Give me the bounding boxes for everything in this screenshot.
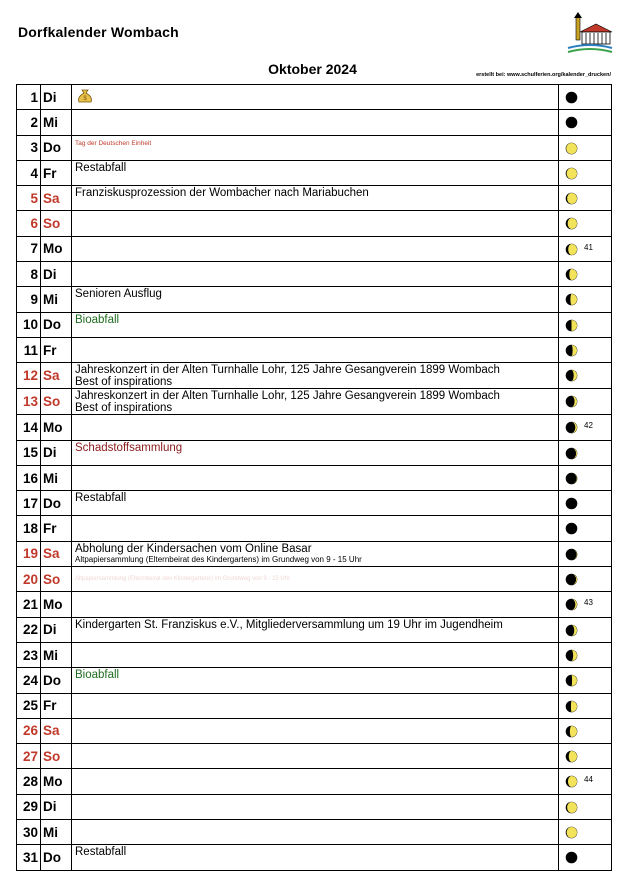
event-text: Altpapiersammlung (Elternbeirat des Kindergartens) im Grundweg von 9 - 15 Uhr [75,554,362,564]
weekday-label: Sa [41,363,72,389]
moon-cell [559,389,612,415]
day-number: 6 [17,211,41,236]
event-text: Tag der Deutschen Einheit [75,139,152,147]
weekday-label: Mi [41,642,72,667]
day-number: 16 [17,465,41,490]
moon-cell [559,592,612,617]
moon-cell [559,744,612,769]
moon-cell [559,617,612,642]
weekday-label: Mo [41,236,72,261]
moon-cell [559,211,612,236]
weekday-label: Fr [41,160,72,185]
week-number: 43 [584,598,593,608]
weekday-label: Do [41,135,72,160]
calendar-row [17,794,612,819]
event-cell [72,516,559,541]
weekday-label: Mo [41,769,72,794]
moon-phase-icon [565,369,578,382]
calendar-row [17,440,612,465]
weekday-label: Di [41,794,72,819]
day-number: 12 [17,363,41,389]
calendar-row [17,592,612,617]
moon-cell [559,642,612,667]
moon-cell [559,491,612,516]
weekday-label: Fr [41,693,72,718]
moon-cell [559,312,612,337]
moon-phase-icon [565,293,578,306]
moon-cell [559,160,612,185]
event-text: Jahreskonzert in der Alten Turnhalle Lohr, 125 Jahre Gesangverein 1899 Wombach [75,364,500,377]
calendar-row [17,491,612,516]
calendar-row [17,769,612,794]
moon-cell [559,415,612,440]
calendar-row [17,110,612,135]
day-number: 5 [17,186,41,211]
day-number: 27 [17,744,41,769]
calendar-row [17,337,612,362]
day-number: 26 [17,718,41,743]
event-cell [72,465,559,490]
calendar-row [17,363,612,389]
event-cell [72,363,559,389]
event-cell [72,135,559,160]
calendar-row [17,262,612,287]
moon-cell [559,440,612,465]
event-cell [72,160,559,185]
weekday-label: Do [41,312,72,337]
event-cell [72,262,559,287]
event-text: Best of inspirations [75,376,173,389]
event-text: Senioren Ausflug [75,288,162,301]
event-cell [72,617,559,642]
event-cell [72,820,559,845]
day-number: 19 [17,541,41,566]
sack-icon [72,85,558,109]
moon-cell [559,794,612,819]
weekday-label: So [41,211,72,236]
event-text: Abholung der Kindersachen vom Online Basar [75,542,312,555]
calendar-row [17,744,612,769]
credit-line: erstellt bei: www.schulferien.org/kalender_drucken/ [476,72,611,78]
weekday-label: Di [41,440,72,465]
moon-cell [559,845,612,870]
event-cell [72,337,559,362]
event-cell [72,668,559,693]
moon-phase-icon [565,344,578,357]
moon-cell [559,110,612,135]
event-text: Best of inspirations [75,402,173,415]
moon-phase-icon [565,421,578,434]
calendar-row [17,718,612,743]
event-text: Altpapiersammlung (Elternbeirat des Kindergartens) im Grundweg von 9 - 15 Uhr [75,576,291,583]
weekday-label: Mi [41,110,72,135]
day-number: 20 [17,567,41,592]
weekday-label: Di [41,262,72,287]
moon-cell [559,693,612,718]
event-cell [72,769,559,794]
day-number: 7 [17,236,41,261]
event-text: Jahreskonzert in der Alten Turnhalle Lohr, 125 Jahre Gesangverein 1899 Wombach [75,390,500,403]
weekday-label: Do [41,845,72,870]
day-number: 28 [17,769,41,794]
event-cell [72,845,559,870]
moon-phase-icon [565,598,578,611]
moon-cell [559,85,612,110]
moon-cell [559,718,612,743]
calendar-row [17,541,612,566]
calendar-row [17,160,612,185]
moon-phase-icon [565,624,578,637]
moon-phase-icon [565,573,578,586]
moon-phase-icon [565,319,578,332]
event-cell [72,491,559,516]
moon-phase-icon [565,116,578,129]
day-number: 22 [17,617,41,642]
weekday-label: Di [41,617,72,642]
calendar-row [17,516,612,541]
weekday-label: Di [41,85,72,110]
moon-phase-icon [565,725,578,738]
event-cell [72,85,559,110]
weekday-label: Sa [41,718,72,743]
weekday-label: Mo [41,592,72,617]
moon-phase-icon [565,548,578,561]
day-number: 9 [17,287,41,312]
event-cell [72,693,559,718]
event-text: Bioabfall [75,669,120,682]
weekday-label: Mo [41,415,72,440]
calendar-row [17,312,612,337]
day-number: 13 [17,389,41,415]
calendar-row [17,236,612,261]
moon-phase-icon [565,775,578,788]
calendar-row [17,567,612,592]
moon-phase-icon [565,522,578,535]
moon-cell [559,541,612,566]
event-cell [72,642,559,667]
weekday-label: So [41,567,72,592]
event-cell [72,211,559,236]
event-cell [72,794,559,819]
moon-cell [559,135,612,160]
calendar-row [17,135,612,160]
moon-phase-icon [565,91,578,104]
calendar-row [17,465,612,490]
moon-cell [559,236,612,261]
moon-cell [559,363,612,389]
svg-text:$: $ [83,96,87,102]
moon-cell [559,186,612,211]
calendar-table [16,84,612,871]
event-text: Schadstoffsammlung [75,441,183,454]
event-text: Kindergarten St. Franziskus e.V., Mitgliederversammlung um 19 Uhr im Jugendheim [75,618,503,631]
moon-phase-icon [565,674,578,687]
moon-phase-icon [565,801,578,814]
month-heading: Oktober 2024 [268,61,357,77]
day-number: 2 [17,110,41,135]
day-number: 4 [17,160,41,185]
event-cell [72,415,559,440]
calendar-title: Dorfkalender Wombach [18,24,179,40]
moon-cell [559,337,612,362]
day-number: 25 [17,693,41,718]
event-text: Restabfall [75,846,127,859]
calendar-row [17,389,612,415]
event-text: Franziskusprozession der Wombacher nach Mariabuchen [75,187,369,200]
calendar-row [17,186,612,211]
day-number: 24 [17,668,41,693]
moon-cell [559,465,612,490]
day-number: 23 [17,642,41,667]
event-text: Restabfall [75,492,127,505]
moon-cell [559,567,612,592]
calendar-row [17,85,612,110]
day-number: 18 [17,516,41,541]
moon-phase-icon [565,167,578,180]
calendar-row [17,642,612,667]
event-cell [72,440,559,465]
weekday-label: Do [41,668,72,693]
day-number: 1 [17,85,41,110]
event-cell [72,541,559,566]
day-number: 15 [17,440,41,465]
day-number: 17 [17,491,41,516]
weekday-label: Fr [41,516,72,541]
moon-phase-icon [565,447,578,460]
calendar-row [17,845,612,870]
event-cell [72,287,559,312]
moon-phase-icon [565,649,578,662]
calendar-row [17,211,612,236]
week-number: 41 [584,242,593,252]
week-number: 42 [584,421,593,431]
church-logo-icon [566,12,614,56]
event-cell [72,389,559,415]
calendar-row [17,820,612,845]
event-text: Restabfall [75,161,127,174]
weekday-label: Do [41,491,72,516]
weekday-label: Fr [41,337,72,362]
moon-cell [559,820,612,845]
day-number: 14 [17,415,41,440]
day-number: 8 [17,262,41,287]
moon-cell [559,262,612,287]
day-number: 11 [17,337,41,362]
week-number: 44 [584,775,593,785]
moon-cell [559,516,612,541]
day-number: 21 [17,592,41,617]
day-number: 30 [17,820,41,845]
event-cell [72,567,559,592]
calendar-row [17,287,612,312]
weekday-label: Mi [41,465,72,490]
moon-phase-icon [565,826,578,839]
moon-phase-icon [565,472,578,485]
weekday-label: Mi [41,287,72,312]
moon-cell [559,668,612,693]
day-number: 10 [17,312,41,337]
moon-phase-icon [565,192,578,205]
weekday-label: Mi [41,820,72,845]
moon-phase-icon [565,142,578,155]
event-cell [72,592,559,617]
calendar-row [17,668,612,693]
moon-phase-icon [565,700,578,713]
day-number: 29 [17,794,41,819]
calendar-row [17,617,612,642]
event-cell [72,110,559,135]
day-number: 31 [17,845,41,870]
moon-phase-icon [565,750,578,763]
moon-phase-icon [565,851,578,864]
event-cell [72,312,559,337]
event-text: Bioabfall [75,313,120,326]
event-cell [72,744,559,769]
calendar-row [17,415,612,440]
moon-phase-icon [565,217,578,230]
moon-phase-icon [565,497,578,510]
moon-cell [559,287,612,312]
weekday-label: So [41,744,72,769]
moon-cell [559,769,612,794]
event-cell [72,718,559,743]
event-cell [72,186,559,211]
calendar-row [17,693,612,718]
moon-phase-icon [565,395,578,408]
weekday-label: So [41,389,72,415]
moon-phase-icon [565,243,578,256]
weekday-label: Sa [41,186,72,211]
day-number: 3 [17,135,41,160]
moon-phase-icon [565,268,578,281]
event-cell [72,236,559,261]
weekday-label: Sa [41,541,72,566]
